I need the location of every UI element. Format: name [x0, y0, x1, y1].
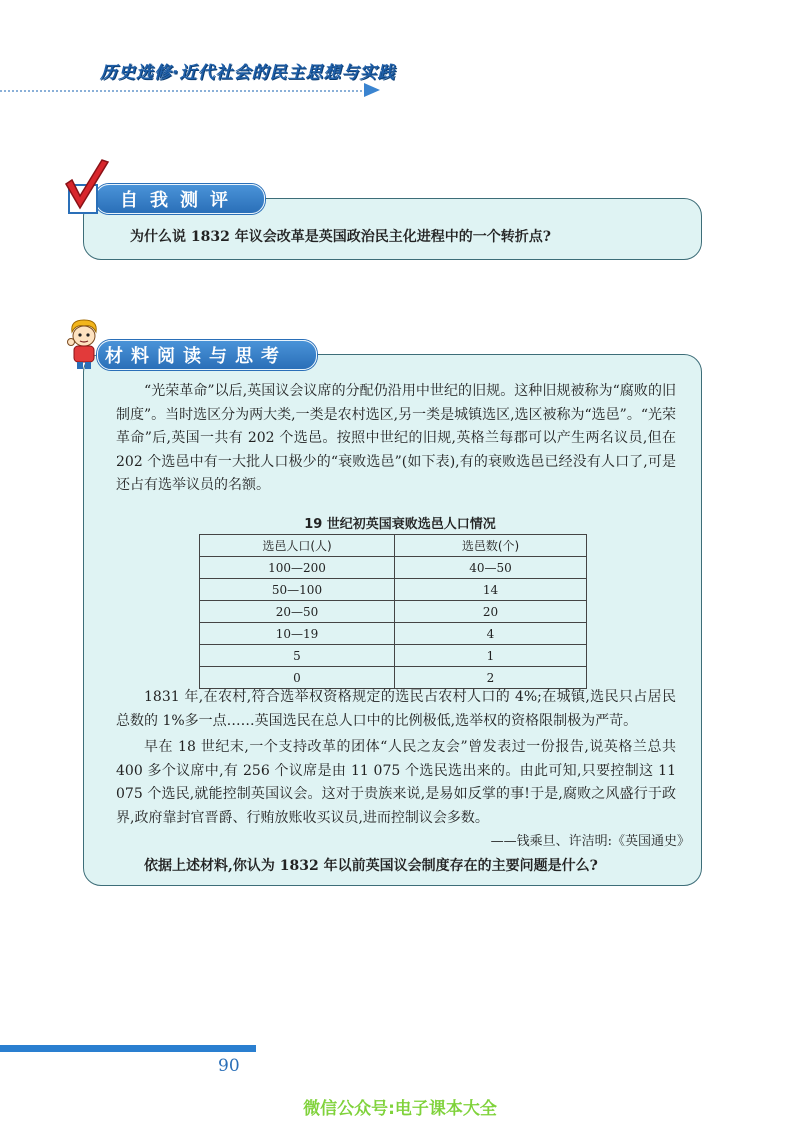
- table-cell: 14: [395, 579, 587, 601]
- table-cell: 20—50: [200, 601, 395, 623]
- page-number: 90: [218, 1056, 240, 1076]
- footer-bar: [0, 1045, 256, 1052]
- reading-label: 材料阅读与思考: [105, 346, 287, 367]
- reading-paragraph-3: 早在 18 世纪末,一个支持改革的团体“人民之友会”曾发表过一份报告,说英格兰总共 400 多个议席中,有 256 个议席是由 11 075 个选民选出来的。由此可知,只要控制这 11 075 个选民,就能控制英国议会。这对于贵族来说,是易如反掌的事!于是,腐败之风盛行于政界,政府靠封官晋爵、行贿放账收买议员,进而控制议会多数。: [116, 739, 676, 826]
- self-test-question: 为什么说 1832 年议会改革是英国政治民主化进程中的一个转折点?: [130, 229, 551, 245]
- header-dotted-rule: [0, 90, 370, 92]
- table-cell: 4: [395, 623, 587, 645]
- reading-paragraph-1: “光荣革命”以后,英国议会议席的分配仍沿用中世纪的旧规。这种旧规被称为“腐败的旧制度”。当时选区分为两大类,一类是农村选区,另一类是城镇选区,选区被称为“选邑”。“光荣革命”后,英国一共有 202 个选邑。按照中世纪的旧规,英格兰每郡可以产生两名议员,但在 202 个选邑中有一大批人口极少的“衰败选邑”(如下表),有的衰败选邑已经没有人口了,可是还占有选举议员的名额。: [116, 383, 676, 494]
- thinking-boy-icon: [64, 318, 104, 370]
- table-cell: 0: [200, 667, 395, 689]
- table-caption: 19 世纪初英国衰败选邑人口情况: [304, 517, 496, 532]
- table-cell: 20: [395, 601, 587, 623]
- table-cell: 40—50: [395, 557, 587, 579]
- self-test-label: 自我测评: [120, 190, 240, 211]
- borough-population-table: [199, 534, 587, 689]
- table-cell: 5: [200, 645, 395, 667]
- citation: ——钱乘旦、许洁明:《英国通史》: [490, 834, 690, 849]
- table-row: [200, 557, 587, 579]
- table-cell: 100—200: [200, 557, 395, 579]
- reading-question: 依据上述材料,你认为 1832 年以前英国议会制度存在的主要问题是什么?: [144, 858, 598, 874]
- table-row: [200, 623, 587, 645]
- reading-paragraph-2: 1831 年,在农村,符合选举权资格规定的选民占农村人口的 4%;在城镇,选民只占居民总数的 1%多一点……英国选民在总人口中的比例极低,选举权的资格限制极为严苛。: [116, 689, 676, 729]
- column-header: 选邑人口(人): [200, 535, 395, 557]
- book-title: 历史选修·近代社会的民主思想与实践: [100, 63, 396, 83]
- table-cell: 2: [395, 667, 587, 689]
- table-header-row: [200, 535, 587, 557]
- table-row: [200, 645, 587, 667]
- table-cell: 10—19: [200, 623, 395, 645]
- table-row: [200, 601, 587, 623]
- watermark: 微信公众号:电子课本大全: [303, 1099, 497, 1119]
- column-header: 选邑数(个): [395, 535, 587, 557]
- arrow-icon: [364, 83, 380, 97]
- table-cell: 50—100: [200, 579, 395, 601]
- check-mark-icon: [62, 158, 112, 214]
- table-row: [200, 579, 587, 601]
- table-cell: 1: [395, 645, 587, 667]
